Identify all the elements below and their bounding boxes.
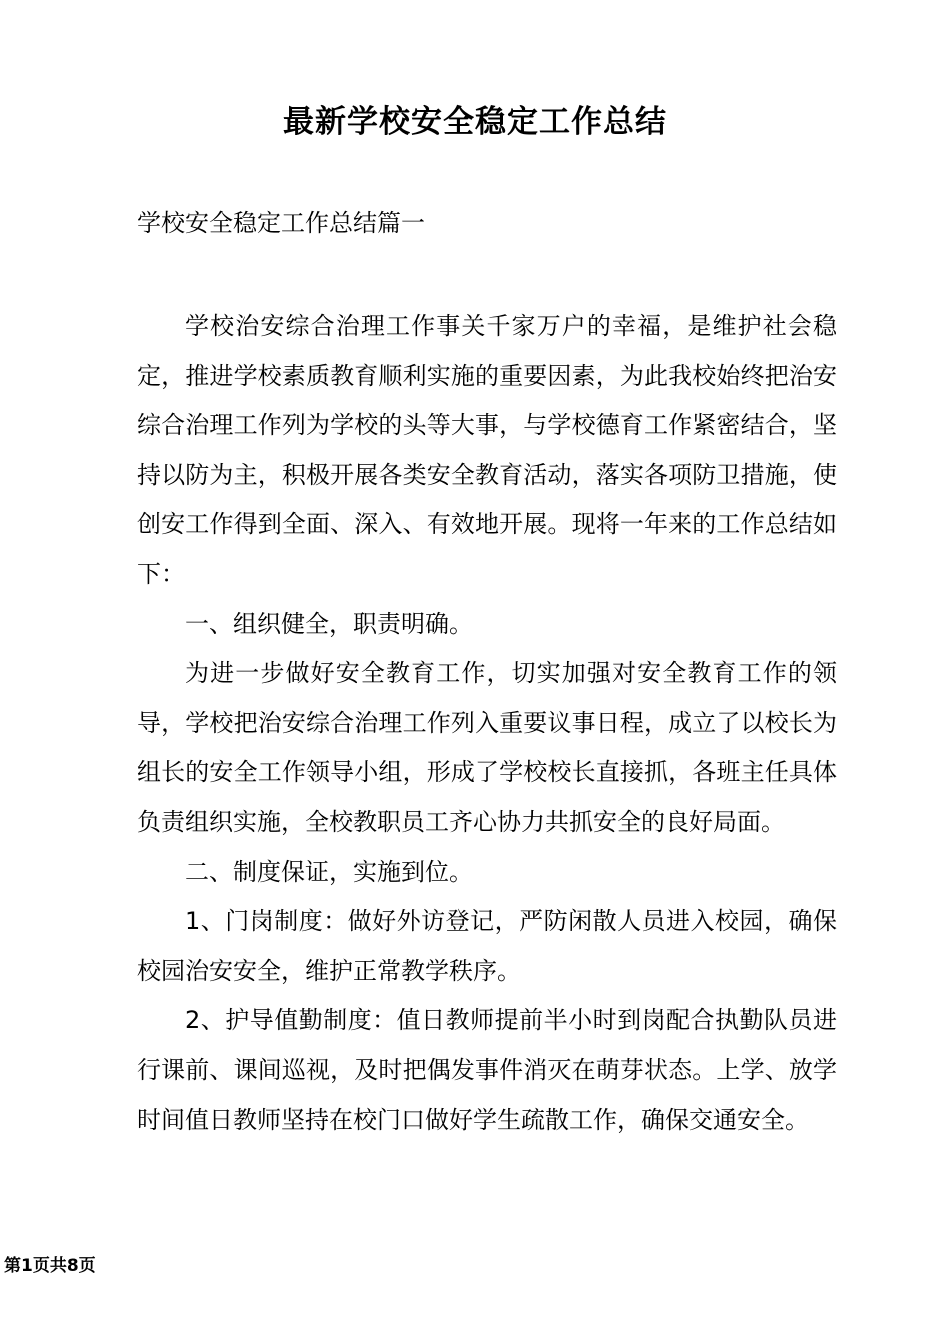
document-body xyxy=(137,302,837,1145)
section-heading: 学校安全稳定工作总结篇一 xyxy=(137,209,425,237)
paragraph-organization: 为进一步做好安全教育工作，切实加强对安全教育工作的领导，学校把治安综合治理工作列入重要议事日程，成立了以校长为组长的安全工作领导小组，形成了学校校长直接抓，各班主任具体负责组织实施，全校教职员工齐心协力共抓安全的良好局面。 xyxy=(137,659,837,836)
paragraph-intro: 学校治安综合治理工作事关千家万户的幸福，是维护社会稳定，推进学校素质教育顺利实施的重要因素，为此我校始终把治安综合治理工作列为学校的头等大事，与学校德育工作紧密结合，坚持以防为主，积极开展各类安全教育活动，落实各项防卫措施，使创安工作得到全面、深入、有效地开展。现将一年来的工作总结如下： xyxy=(137,312,837,588)
paragraph-heading-organization: 一、组织健全，职责明确。 xyxy=(185,609,473,638)
paragraph-gate-system: 1、门岗制度：做好外访登记，严防闲散人员进入校园，确保校园治安安全，维护正常教学秩序。 xyxy=(137,907,837,985)
page-indicator: 第1页共8页 xyxy=(4,1256,96,1276)
paragraph-heading-system: 二、制度保证，实施到位。 xyxy=(185,857,473,886)
document-title: 最新学校安全稳定工作总结 xyxy=(283,104,667,140)
paragraph-duty-system: 2、护导值勤制度：值日教师提前半小时到岗配合执勤队员进行课前、课间巡视，及时把偶发事件消灭在萌芽状态。上学、放学时间值日教师坚持在校门口做好学生疏散工作，确保交通安全。 xyxy=(137,1006,837,1134)
